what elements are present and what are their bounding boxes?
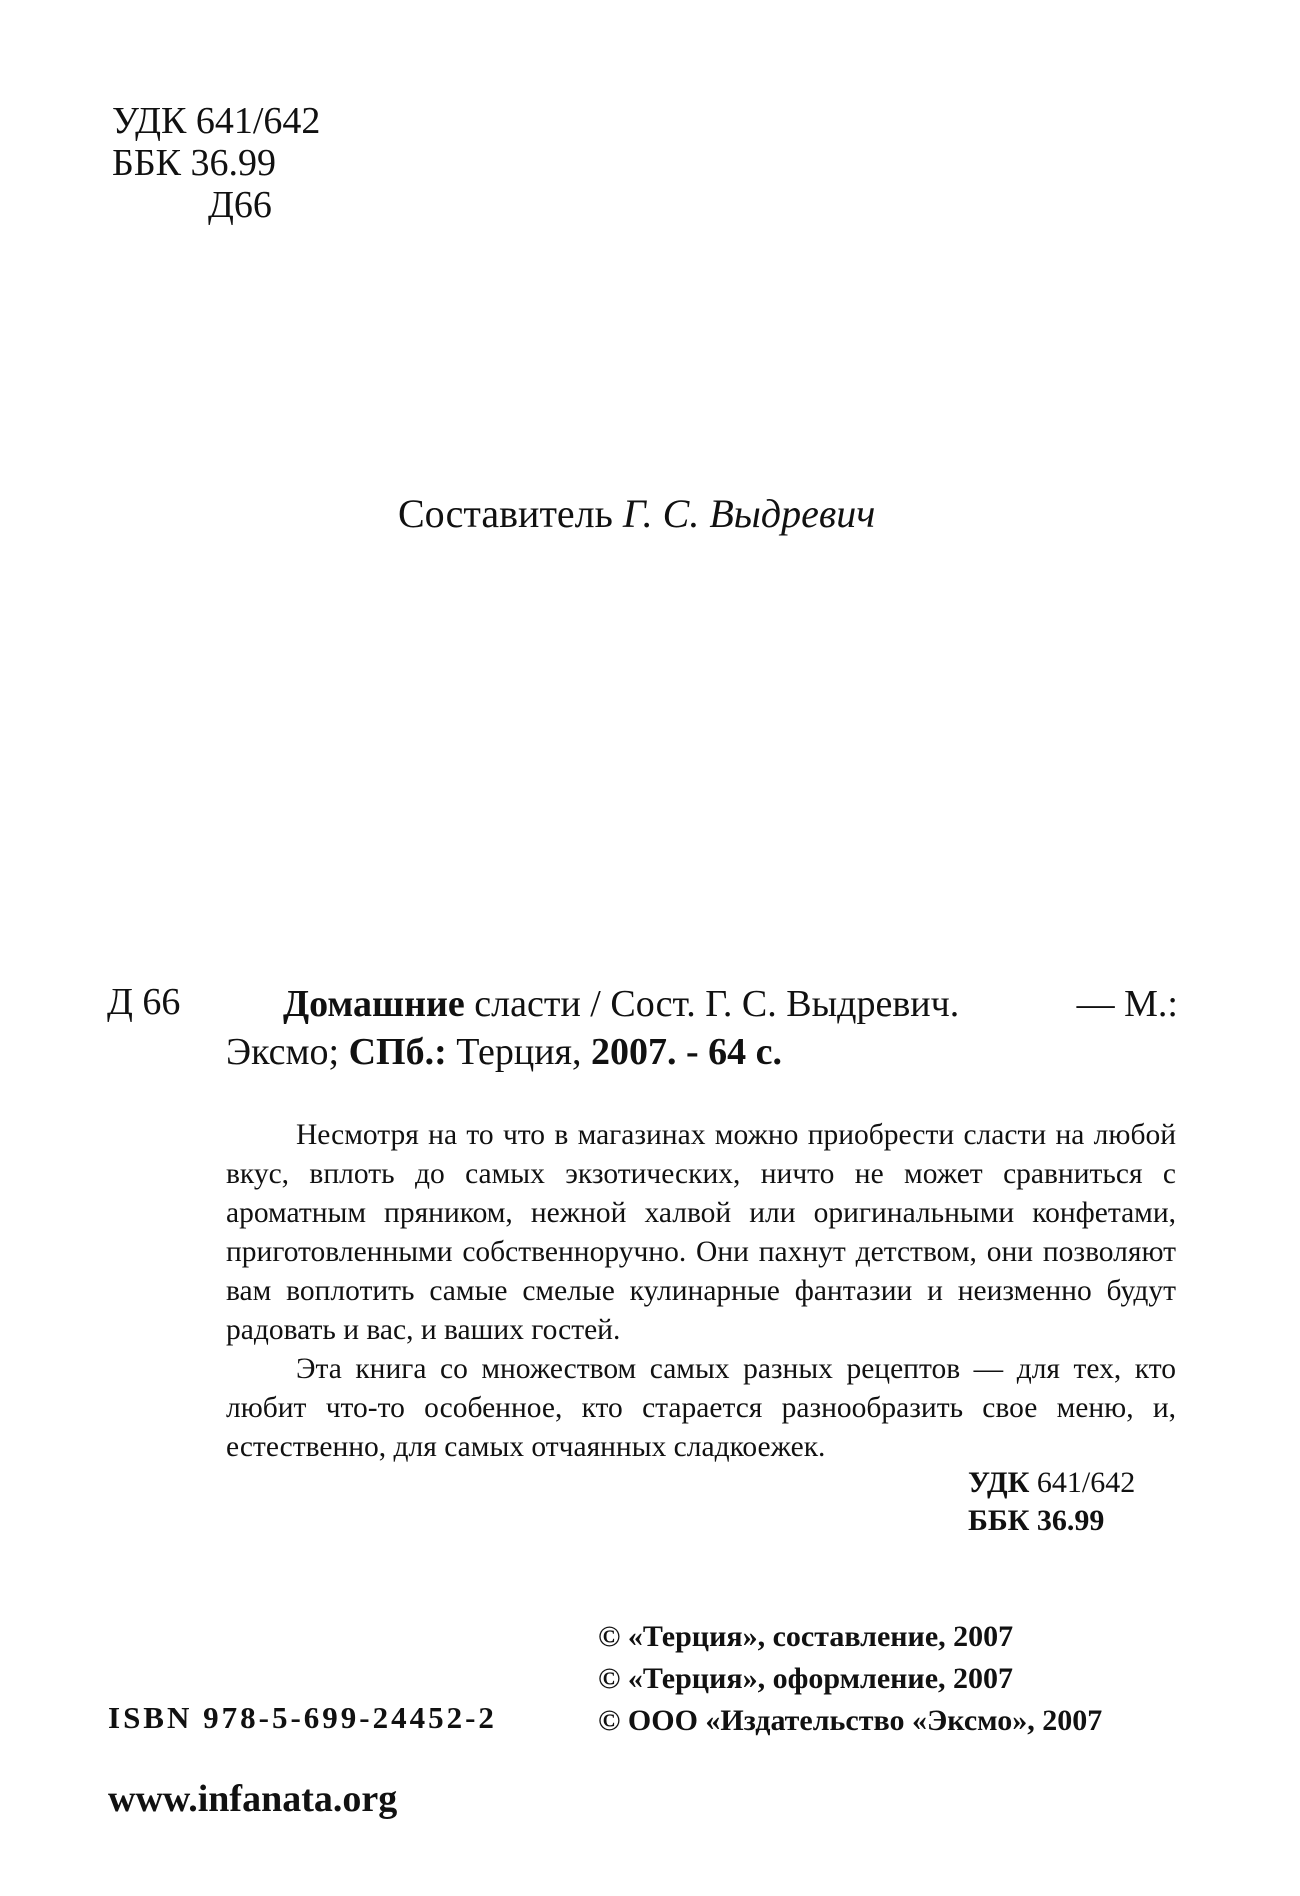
classification-udk: [968, 1464, 1135, 1502]
bib-year-pages: 2007. - 64 с.: [591, 1031, 783, 1073]
compiler-name: Г. С. Выдревич: [622, 491, 876, 536]
bib-line-1: [226, 980, 1178, 1028]
classification-block: [968, 1464, 1135, 1540]
bib-title-rest: сласти / Сост. Г. С. Выдревич.: [464, 983, 960, 1025]
compiler-label: Составитель: [398, 491, 613, 536]
website-link[interactable]: www.infanata.org: [108, 1778, 398, 1820]
copyright-block: [598, 1616, 1102, 1742]
udk-code: УДК 641/642: [112, 100, 321, 142]
annotation-paragraph-2: Эта книга со множеством самых разных рецептов — для тех, кто любит что-то особенное, кто старается разнообразить свое меню, и, естественно, для самых отчаянных сладкоежек.: [226, 1353, 1176, 1463]
copyright-line: © ООО «Издательство «Эксмо», 2007: [598, 1704, 1103, 1737]
classification-udk-label: УДК: [968, 1466, 1030, 1499]
classification-bbk: ББК 36.99: [968, 1504, 1105, 1537]
classification-udk-value: 641/642: [1029, 1466, 1136, 1499]
copyright-line: © «Терция», оформление, 2007: [598, 1662, 1014, 1695]
bibliographic-entry: [226, 980, 1178, 1076]
entry-code: Д 66: [107, 981, 181, 1023]
annotation-paragraph-1: Несмотря на то что в магазинах можно приобрести сласти на любой вкус, вплоть до самых экзотических, ничто не может сравниться с ароматным пряником, нежной халвой или оригинальными конфетами, приготовленными собственноручно. Они пахнут детством, они позволяют вам воплотить самые смелые кулинарные фантазии и неизменно будут радовать и вас, и ваших гостей.: [226, 1119, 1176, 1346]
bib-place-2: СПб.:: [348, 1031, 447, 1073]
isbn: ISBN 978-5-699-24452-2: [108, 1700, 497, 1735]
bbk-code: ББК 36.99: [112, 142, 276, 184]
bib-line-2: [226, 1028, 1178, 1076]
bib-publisher-2: Терция,: [446, 1031, 592, 1073]
copyright-line: © «Терция», составление, 2007: [598, 1620, 1014, 1653]
udk-header: [112, 100, 320, 226]
bib-place: — М.:: [1076, 983, 1178, 1025]
compiler-line: [398, 490, 875, 537]
author-mark: Д66: [208, 184, 272, 226]
bib-title: Домашние: [283, 983, 465, 1025]
annotation: [226, 1116, 1176, 1467]
bib-publisher-1: Эксмо;: [226, 1031, 349, 1073]
